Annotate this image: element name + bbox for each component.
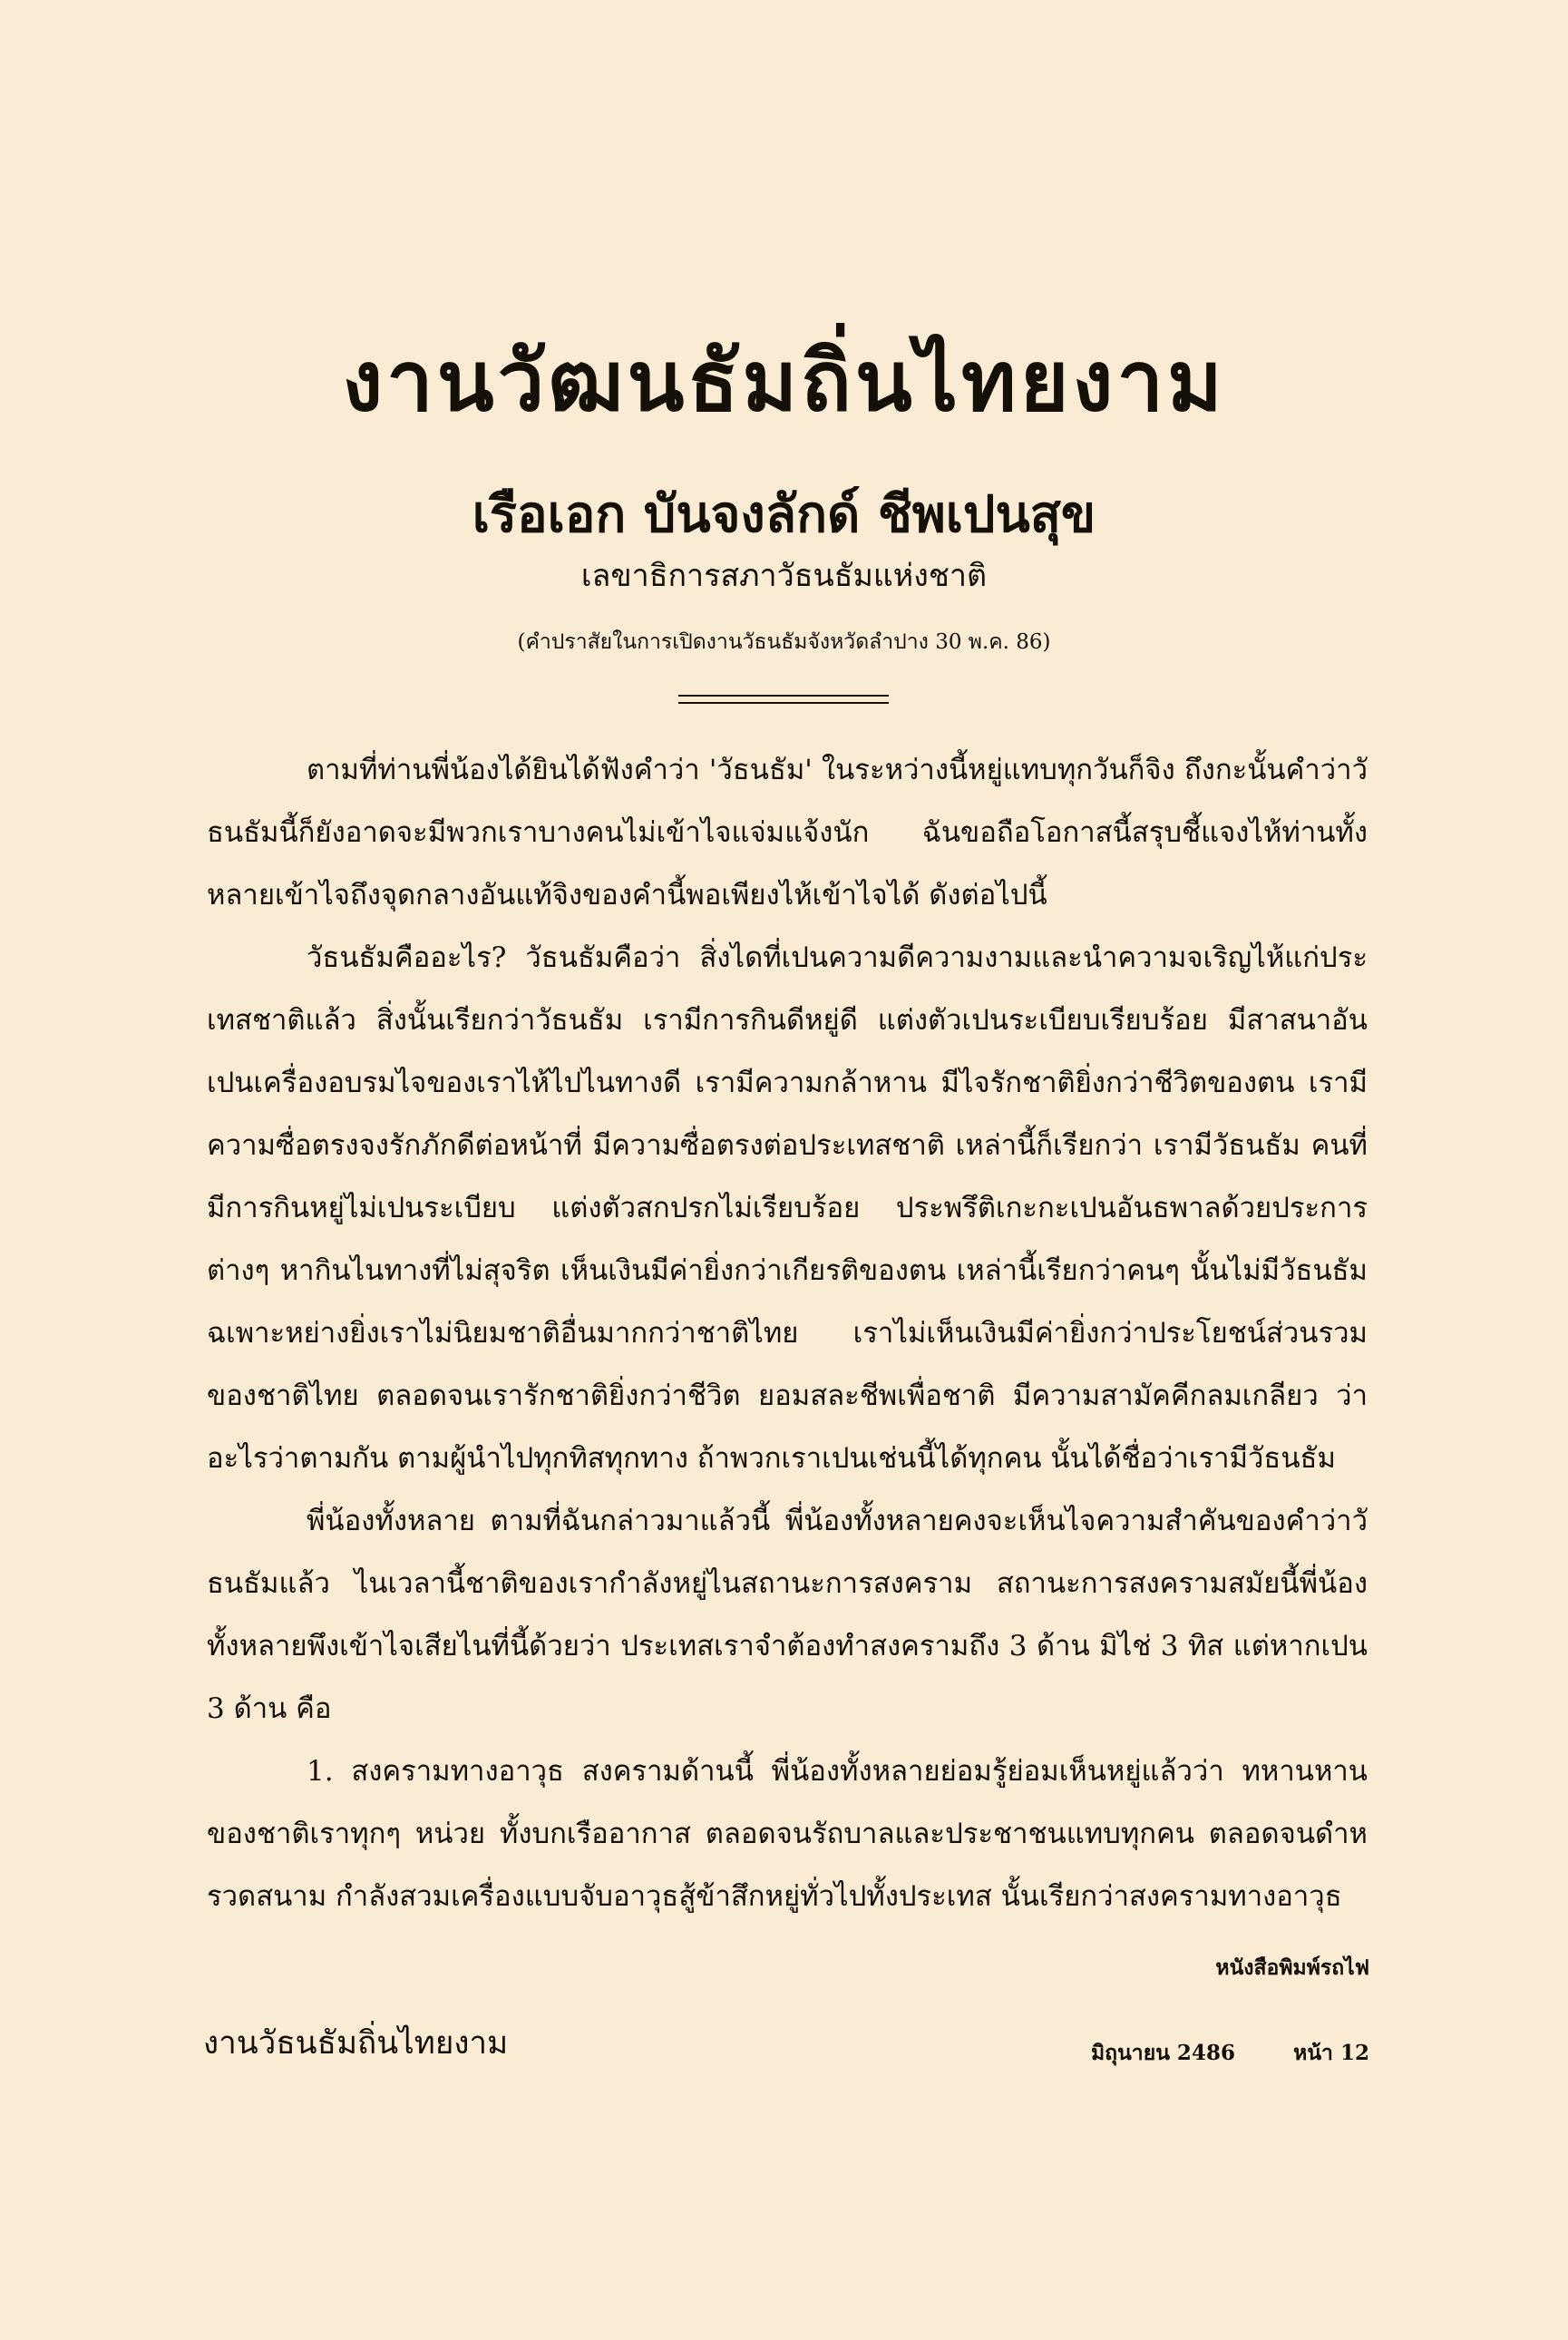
page-number: หน้า 12	[1293, 2041, 1369, 2065]
title-divider-bottom	[678, 702, 889, 704]
author-name: เรือเอก บันจงลักด์ ชีพเปนสุข	[472, 484, 1096, 544]
article-body	[207, 739, 1368, 1928]
issue-date: มิถุนายน 2486	[1091, 2041, 1235, 2065]
publisher-name: หนังสือพิมพ์รถไฟ	[1215, 1955, 1369, 1980]
paragraph-armed-war: 1. สงครามทางอาวุธ สงครามด้านนี้ พี่น้องทั้งหลายย่อมรู้ย่อมเห็นหยู่แล้วว่า ทหานหานของชาติเราทุกๆ หน่วย ทั้งบกเรืออากาส ตลอดจนรัถบาลและประชาชนแทบทุกคน ตลอดจนดำหรวดสนาม กำลังสวมเครื่องแบบจับอาวุธสู้ข้าสึกหยู่ทั่วไปทั้งประเทส นั้นเรียกว่าสงครามทางอาวุธ	[207, 1755, 1368, 1913]
page-title: งานวัฒนธัมถิ่นไทยงาม	[342, 332, 1226, 430]
title-divider-top	[678, 695, 889, 697]
paragraph-war-fronts: พี่น้องทั้งหลาย ตามที่ฉันกล่าวมาแล้วนี้ พี่น้องทั้งหลายคงจะเห็นไจความสำคันของคำว่าวัธนธัมแล้ว ไนเวลานี้ชาติของเรากำลังหยู่ไนสถานะการสงคราม สถานะการสงครามสมัยนี้พี่น้องทั้งหลายพึงเข้าไจเสียไนที่นี้ด้วยว่า ประเทสเราจำต้องทำสงครามถึง 3 ด้าน มิไช่ 3 ทิส แต่หากเปน 3 ด้าน คือ	[207, 1505, 1368, 1725]
footer-title: งานวัธนธัมถิ่นไทยงาม	[203, 2025, 509, 2062]
author-position: เลขาธิการสภาวัธนธัมแห่งชาติ	[580, 558, 988, 594]
speech-note: (คำปราสัยในการเปิดงานวัธนธัมจังหวัดลำปาง 30 พ.ค. 86)	[517, 630, 1051, 654]
paragraph-intro: ตามที่ท่านพี่น้องได้ยินได้ฟังคำว่า 'วัธนธัม' ในระหว่างนี้หยู่แทบทุกวันก็จิง ถึงกะนั้นคำว่าวัธนธัมนี้ก็ยังอาดจะมีพวกเราบางคนไม่เข้าไจแจ่มแจ้งนัก ฉันขอถือโอกาสนี้สรุบชี้แจงไห้ท่านทั้งหลายเข้าไจถึงจุดกลางอันแท้จิงของคำนี้พอเพียงไห้เข้าไจได้ ดังต่อไปนี้	[207, 754, 1368, 912]
paragraph-definition: วัธนธัมคืออะไร? วัธนธัมคือว่า สิ่งไดที่เปนความดีความงามและนำความจเริญไห้แก่ประเทสชาติแล้ว สิ่งนั้นเรียกว่าวัธนธัม เรามีการกินดีหยู่ดี แต่งตัวเปนระเบียบเรียบร้อย มีสาสนาอันเปนเครื่องอบรมไจของเราไห้ไปไนทางดี เรามีความกล้าหาน มีไจรักชาติยิ่งกว่าชีวิตของตน เรามีความซื่อตรงจงรักภักดีต่อหน้าที่ มีความซื่อตรงต่อประเทสชาติ เหล่านี้ก็เรียกว่า เรามีวัธนธัม คนที่มีการกินหยู่ไม่เปนระเบียบ แต่งตัวสกปรกไม่เรียบร้อย ประพรึติเกะกะเปนอันธพาลด้วยประการต่างๆ หากินไนทางที่ไม่สุจริต เห็นเงินมีค่ายิ่งกว่าเกียรติของตน เหล่านี้เรียกว่าคนๆ นั้นไม่มีวัธนธัม ฉเพาะหย่างยิ่งเราไม่นิยมชาติอื่นมากกว่าชาติไทย เราไม่เห็นเงินมีค่ายิ่งกว่าประโยชน์ส่วนรวมของชาติไทย ตลอดจนเรารักชาติยิ่งกว่าชีวิต ยอมสละชีพเพื่อชาติ มีความสามัคคีกลมเกลียว ว่าอะไรว่าตามกัน ตามผู้นำไปทุกทิสทุกทาง ถ้าพวกเราเปนเช่นนี้ได้ทุกคน นั้นได้ชื่อว่าเรามีวัธนธัม	[207, 941, 1368, 1475]
